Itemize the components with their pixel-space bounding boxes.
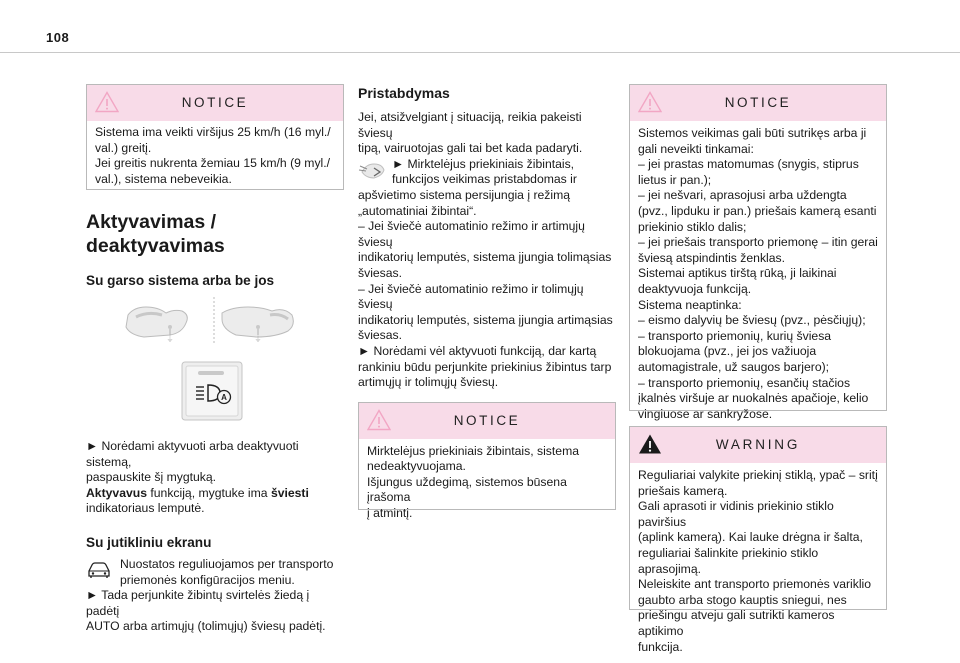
headlamp-flash-icon: [358, 160, 386, 182]
warning-header: [630, 427, 886, 463]
text-line: indikatorių lemputės, sistema įjungia tolimąsias: [358, 250, 612, 265]
text-line: ► Mirktelėjus priekiniais žibintais,: [392, 156, 575, 171]
notice-line: – eismo dalyvių be šviesų (pvz., pėsčiųjų);: [638, 313, 866, 328]
steering-illustration: [86, 289, 344, 439]
notice-line: į atmintį.: [367, 506, 413, 521]
text-line: ► Norėdami vėl aktyvuoti funkciją, dar kartą: [358, 343, 597, 358]
car-settings-icon: [86, 561, 112, 579]
warning-line: Neleiskite ant transporto priemonės variklio: [638, 577, 872, 592]
text-line: funkcijos veikimas pristabdomas ir: [392, 172, 577, 187]
warning-line: Reguliariai valykite priekinį stiklą, ypač – sritį: [638, 468, 878, 482]
notice-box-flash: [358, 402, 616, 521]
pause-heading: Pristabdymas: [358, 85, 450, 101]
flash-instruction: [358, 157, 616, 188]
notice-box-limitations: [629, 84, 887, 421]
text-line: rankiniu būdu perjunkite priekinius žibintus tarp: [358, 359, 612, 374]
text-line: indikatorių lemputės, sistema įjungia artimąsias: [358, 312, 613, 327]
pause-text: [358, 110, 616, 391]
column-1: [86, 84, 344, 635]
warning-line: (aplink kamerą). Kai lauke drėgna ir šalta,: [638, 530, 863, 545]
top-divider: [0, 52, 960, 53]
notice-line: – jei nešvari, aprasojusi arba uždengta: [638, 188, 847, 203]
text-line: Jei, atsižvelgiant į situaciją, reikia pakeisti šviesų: [358, 110, 582, 140]
text-line: – Jei šviečė automatinio režimo ir artimųjų šviesų: [358, 219, 585, 249]
warning-triangle-icon: [95, 91, 119, 113]
column-3: [629, 84, 887, 654]
warning-title: WARNING: [715, 437, 801, 453]
notice-line: Sistema neaptinka:: [638, 297, 742, 312]
warning-triangle-filled-icon: [638, 433, 662, 455]
warning-triangle-icon: [367, 409, 391, 431]
notice-line: blokuojama (pvz., jei jos važiuoja: [638, 344, 817, 359]
notice-line: lietus ir pan.);: [638, 172, 712, 187]
bold-term: šviesti: [270, 485, 309, 500]
notice-line: nedeaktyvuojama.: [367, 459, 466, 474]
notice-box-speed: [86, 84, 344, 190]
heading-line: Aktyvavimas /: [86, 211, 217, 233]
notice-body: [359, 439, 615, 530]
warning-line: Gali aprasoti ir vidinis priekinio stiklo paviršius: [638, 499, 834, 529]
instruction-press-button: [86, 439, 344, 517]
text-line: apšvietimo sistema persijungia į režimą: [358, 187, 571, 202]
steering-wheel-buttons-illustration: [86, 289, 344, 439]
warning-line: funkcija.: [638, 639, 683, 654]
warning-line: gaubto arba stogo kauptis sniegui, nes: [638, 592, 847, 607]
text-line: ► Tada perjunkite žibintų svirtelės žiedą į padėtį: [86, 588, 310, 618]
subheading-audio: Su garso sistema arba be jos: [86, 273, 275, 288]
text-line: paspauskite šį mygtuką.: [86, 470, 217, 485]
page-number: 108: [46, 30, 70, 45]
notice-line: priekinio stiklo dalis;: [638, 219, 747, 234]
notice-line: – jei priešais transporto priemonę – itin gerai: [638, 235, 878, 250]
text-line: šviesas.: [358, 265, 403, 280]
notice-line: Mirktelėjus priekiniais žibintais, sistema: [367, 443, 579, 458]
text-line: „automatiniai žibintai“.: [358, 203, 477, 218]
notice-line: automagistrale, už saugos barjero);: [638, 359, 830, 374]
text-line: [86, 486, 344, 502]
section-heading: [86, 210, 344, 258]
text-line: artimųjų ir tolimųjų šviesų.: [358, 375, 499, 390]
notice-body: [87, 121, 343, 195]
text-line: šviesas.: [358, 328, 403, 343]
notice-title: NOTICE: [724, 95, 792, 111]
notice-title: NOTICE: [181, 95, 249, 111]
notice-line: gali neveikti tinkamai:: [638, 141, 754, 156]
warning-box-cleaning: [629, 426, 887, 654]
notice-line: Jei greitis nukrenta žemiau 15 km/h (9 myl./: [95, 156, 331, 171]
notice-body: [630, 121, 886, 430]
notice-line: įkalnės viršuje ar nuokalnės apačioje, kelio: [638, 391, 869, 406]
text-line: AUTO arba artimųjų (tolimųjų) šviesų padėtį.: [86, 619, 326, 634]
notice-line: val.), sistema nebeveikia.: [95, 171, 232, 186]
heading-line: deaktyvavimas: [86, 235, 225, 257]
notice-line: deaktyvuoja funkciją.: [638, 281, 752, 296]
warning-line: reguliariai šalinkite priekinio stiklo aprasojimą.: [638, 545, 819, 576]
column-2: [358, 84, 616, 521]
text-line: Nuostatos reguliuojamos per transporto: [120, 556, 334, 571]
subheading-touchscreen: Su jutikliniu ekranu: [86, 534, 212, 550]
notice-line: – transporto priemonių, kurių šviesa: [638, 328, 832, 343]
text-line: priemonės konfigūracijos meniu.: [120, 572, 295, 587]
notice-title: NOTICE: [453, 412, 521, 428]
svg-text:A: A: [221, 393, 227, 402]
notice-line: Išjungus uždegimą, sistemos būsena įrašoma: [367, 474, 567, 505]
svg-text:⏚: ⏚: [254, 336, 262, 343]
notice-line: vingiuose ar sankryžose.: [638, 406, 773, 421]
text-line: ► Norėdami aktyvuoti arba deaktyvuoti sistemą,: [86, 439, 299, 469]
notice-header: [630, 85, 886, 121]
text-line: tipą, vairuotojas gali tai bet kada padaryti.: [358, 141, 583, 156]
text-span: funkciją, mygtuke ima: [146, 485, 271, 500]
notice-line: val.) greitį.: [95, 140, 152, 155]
notice-line: Sistema ima veikti viršijus 25 km/h (16 myl./: [95, 125, 331, 139]
svg-text:⏚: ⏚: [166, 336, 174, 343]
warning-triangle-icon: [638, 91, 662, 113]
notice-line: šviesą atspindintis ženklas.: [638, 250, 785, 265]
notice-line: – transporto priemonių, esančių stačios: [638, 375, 851, 390]
notice-line: Sistemai aptikus tirštą rūką, ji laikinai: [638, 266, 837, 281]
notice-line: Sistemos veikimas gali būti sutrikęs arba ji: [638, 126, 867, 140]
notice-line: – jei prastas matomumas (snygis, stiprus: [638, 157, 859, 172]
notice-header: [87, 85, 343, 121]
text-line: indikatoriaus lemputė.: [86, 501, 205, 516]
bold-term: Aktyvavus: [86, 485, 147, 500]
text-line: – Jei šviečė automatinio režimo ir tolimųjų šviesų: [358, 281, 584, 312]
notice-line: (pvz., lipduku ir pan.) priešais kamerą esanti: [638, 203, 877, 218]
notice-header: [359, 403, 615, 439]
touchscreen-instruction: [86, 557, 344, 588]
warning-line: priešais kamerą.: [638, 483, 728, 498]
warning-line: priešingu atveju gali sutrikti kameros aptikimo: [638, 608, 835, 638]
warning-body: [630, 463, 886, 663]
